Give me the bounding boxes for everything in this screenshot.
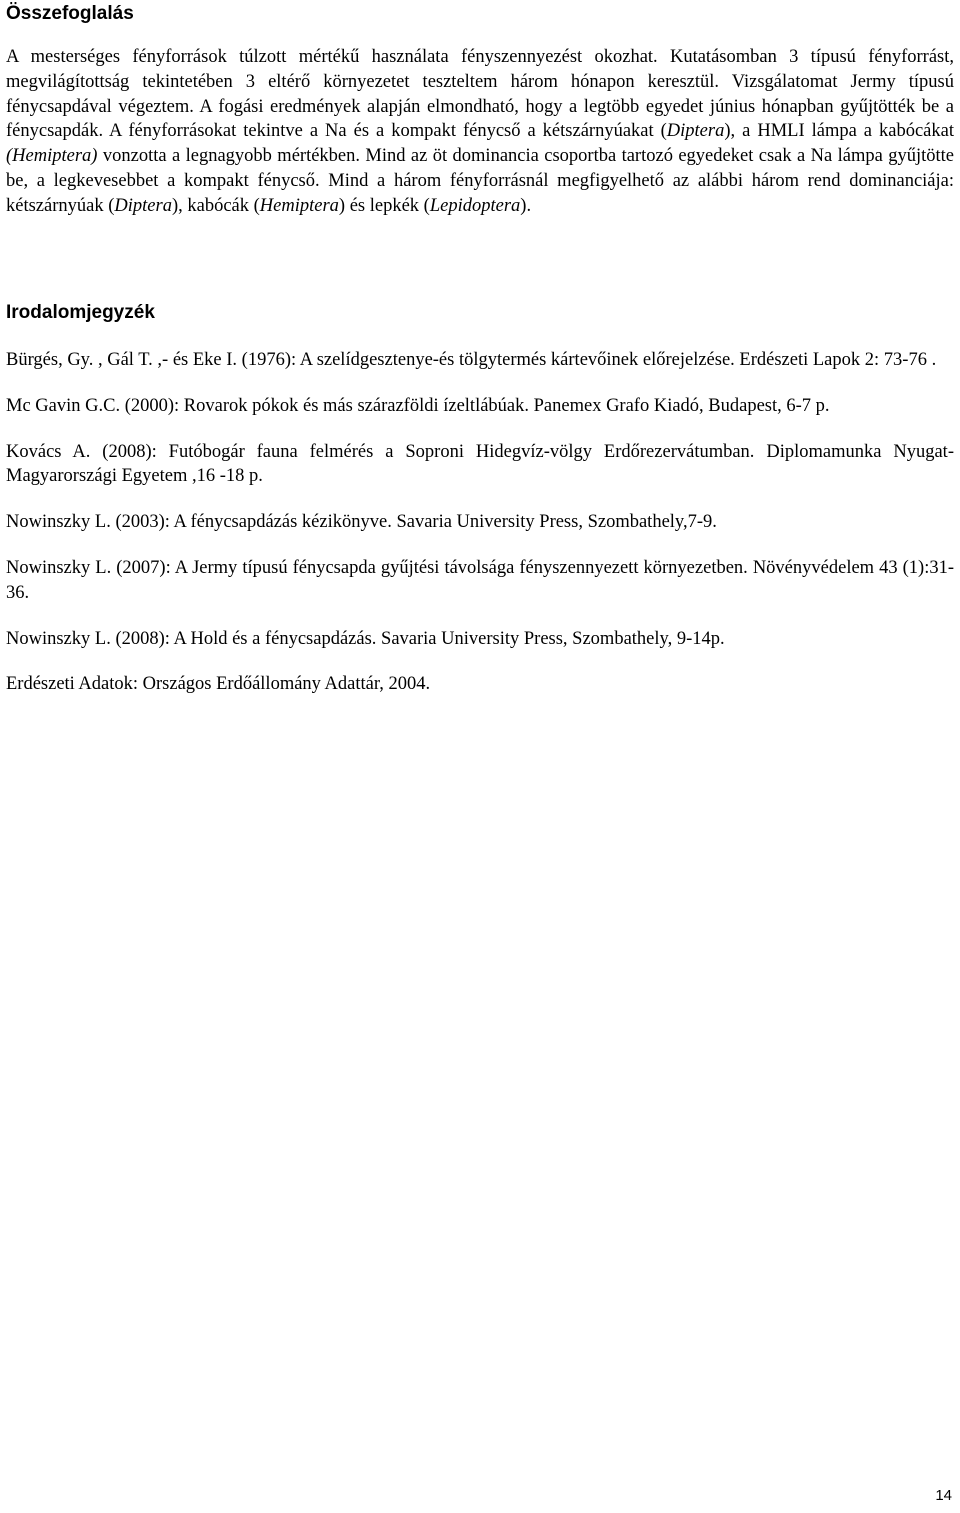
taxon-hemiptera: (Hemiptera) (6, 146, 98, 167)
reference-item: Erdészeti Adatok: Országos Erdőállomány Adattár, 2004. (6, 674, 431, 695)
summary-text-6: ). (520, 195, 532, 216)
reference-item: Nowinszky L. (2003): A fénycsapdázás kézikönyve. Savaria University Press, Szombathely,7-9. (6, 512, 717, 533)
reference-item: Nowinszky L. (2008): A Hold és a fénycsapdázás. Savaria University Press, Szombathely, 9-14p. (6, 628, 725, 649)
summary-text-1: A mesterséges fényforrások túlzott mértékű használata fényszennyezést okozhat. Kutatásomban 3 típusú fényforrást, megvilágítottság tekintetében 3 eltérő környezetet teszteltem három hónapon keresztül. Vizsgálatomat Jermy típusú fénycsapdával végeztem. A fogási eredmények alapján elmondható, hogy a legtöbb egyedet június hónapban gyűjtötték be a fénycsapdák. A fényforrásokat tekintve a Na és a kompakt fénycső a kétszárnyúakat ( (6, 47, 954, 142)
reference-item: Bürgés, Gy. , Gál T. ,- és Eke I. (1976): A szelídgesztenye-és tölgytermés kártevőinek előrejelzése. Erdészeti Lapok 2: 73-76 . (6, 350, 937, 370)
summary-text-4: ), kabócák ( (171, 195, 260, 216)
taxon-lepidoptera: Lepidoptera (429, 195, 521, 216)
reference-item: Mc Gavin G.C. (2000): Rovarok pókok és más szárazföldi ízeltlábúak. Panemex Grafo Kiadó, Budapest, 6-7 p. (6, 395, 830, 416)
references-list (6, 348, 954, 718)
taxon-diptera: Diptera (666, 121, 725, 142)
summary-paragraph (6, 45, 954, 219)
summary-heading: Összefoglalás (6, 3, 134, 24)
page-number: 14 (935, 1487, 952, 1504)
reference-item: Nowinszky L. (2007): A Jermy típusú fénycsapda gyűjtési távolsága fényszennyezett környezetben. Növényvédelem 43 (1):31-36. (6, 557, 954, 603)
references-heading: Irodalomjegyzék (6, 302, 155, 323)
summary-text-2: ), a HMLI lámpa a kabócákat (724, 121, 954, 142)
taxon-hemiptera: Hemiptera (259, 195, 339, 216)
summary-text-3: vonzotta a legnagyobb mértékben. Mind az öt dominancia csoportba tartozó egyedeket csak a Na lámpa gyűjtötte be, a legkevesebbet a kompakt fénycső. Mind a három fényforrásnál megfigyelhető az alábbi három rend dominanciája: kétszárnyúak ( (6, 146, 954, 216)
reference-item: Kovács A. (2008): Futóbogár fauna felmérés a Soproni Hidegvíz-völgy Erdőrezervátumban. Diplomamunka Nyugat-Magyarországi Egyetem ,16 -18 p. (6, 441, 954, 487)
taxon-diptera: Diptera (114, 195, 172, 216)
summary-text-5: ) és lepkék ( (338, 195, 430, 216)
